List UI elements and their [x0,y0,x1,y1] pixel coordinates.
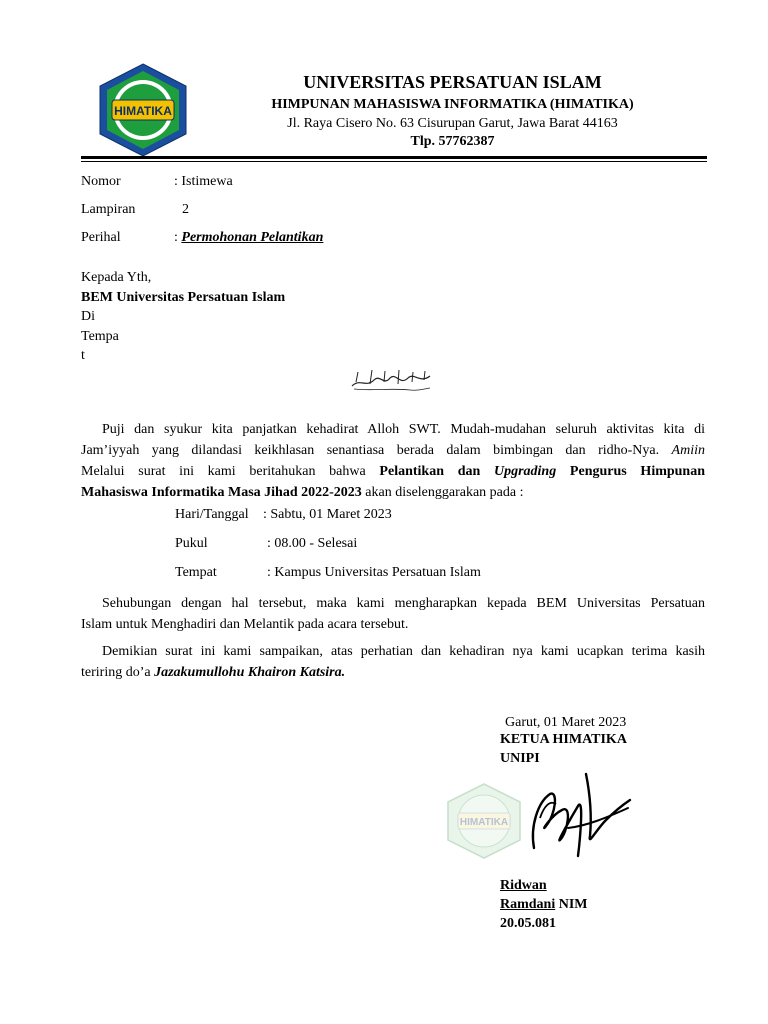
paragraph-closing: Demikian surat ini kami sampaikan, atas perhatian dan kehadiran nya kami ucapkan terima kasih teriring do’a Jazakumullohu Khairon Katsira. [81,644,705,680]
stamp-text: HIMATIKA [459,817,509,828]
signature-title-2: UNIPI [500,751,540,766]
paragraph-opening: Puji dan syukur kita panjatkan kehadirat Alloh SWT. Mudah-mudahan seluruh aktivitas kita di Jam’iyyah yang dilandasi keikhlasan senantiasa berada dalam bimbingan dan ridho-Nya. Amiin Melalui surat ini kami beritahukan bahwa Pelantikan dan Upgrading Pengurus Himpunan Mahasiswa Informatika Masa Jihad 2022-2023 akan diselenggarakan pada : [81,422,706,500]
date-value: : Sabtu, 01 Maret 2023 [263,507,392,522]
organization-name: HIMPUNAN MAHASISWA INFORMATIKA (HIMATIKA) [271,97,634,112]
place-label: Tempat [175,565,217,580]
signature-title-1: KETUA HIMATIKA [500,732,627,747]
signer-name-line-2: Ramdani NIM [500,897,588,912]
organization-stamp [444,782,524,860]
handwritten-signature [520,770,632,862]
date-label: Hari/Tanggal [175,507,249,522]
signer-name-line-1: Ridwan [500,878,547,893]
nomor-label: Nomor [81,174,121,189]
place-value: : Kampus Universitas Persatuan Islam [267,565,481,580]
lampiran-label: Lampiran [81,202,136,217]
perihal-value: : Permohonan Pelantikan [174,230,324,245]
recipient-name: BEM Universitas Persatuan Islam [81,290,286,305]
recipient-di: Di [81,309,95,324]
nomor-value: : Istimewa [174,174,233,189]
university-name: UNIVERSITAS PERSATUAN ISLAM [303,72,602,92]
perihal-label: Perihal [81,230,121,245]
himatika-logo [92,62,194,158]
time-value: : 08.00 - Selesai [267,536,358,551]
phone: Tlp. 57762387 [410,134,495,149]
address: Jl. Raya Cisero No. 63 Cisurupan Garut, Jawa Barat 44163 [287,116,618,131]
header-rule-thick [81,156,707,159]
lampiran-value: 2 [182,202,189,217]
perihal-subject: Permohonan Pelantikan [181,230,324,245]
logo-text: HIMATIKA [114,104,172,118]
header-rule-thin [81,161,707,162]
paragraph-request: Sehubungan dengan hal tersebut, maka kami mengharapkan kepada BEM Universitas Persatuan Islam untuk Menghadiri dan Melantik pada acara tersebut. [81,596,705,632]
signer-nim: 20.05.081 [500,916,556,931]
time-label: Pukul [175,536,208,551]
greeting: Kepada Yth, [81,270,152,285]
recipient-place-1: Tempa [81,329,119,344]
signature-place-date: Garut, 01 Maret 2023 [505,715,627,730]
recipient-place-2: t [81,348,85,363]
bismillah-calligraphy [350,366,432,392]
